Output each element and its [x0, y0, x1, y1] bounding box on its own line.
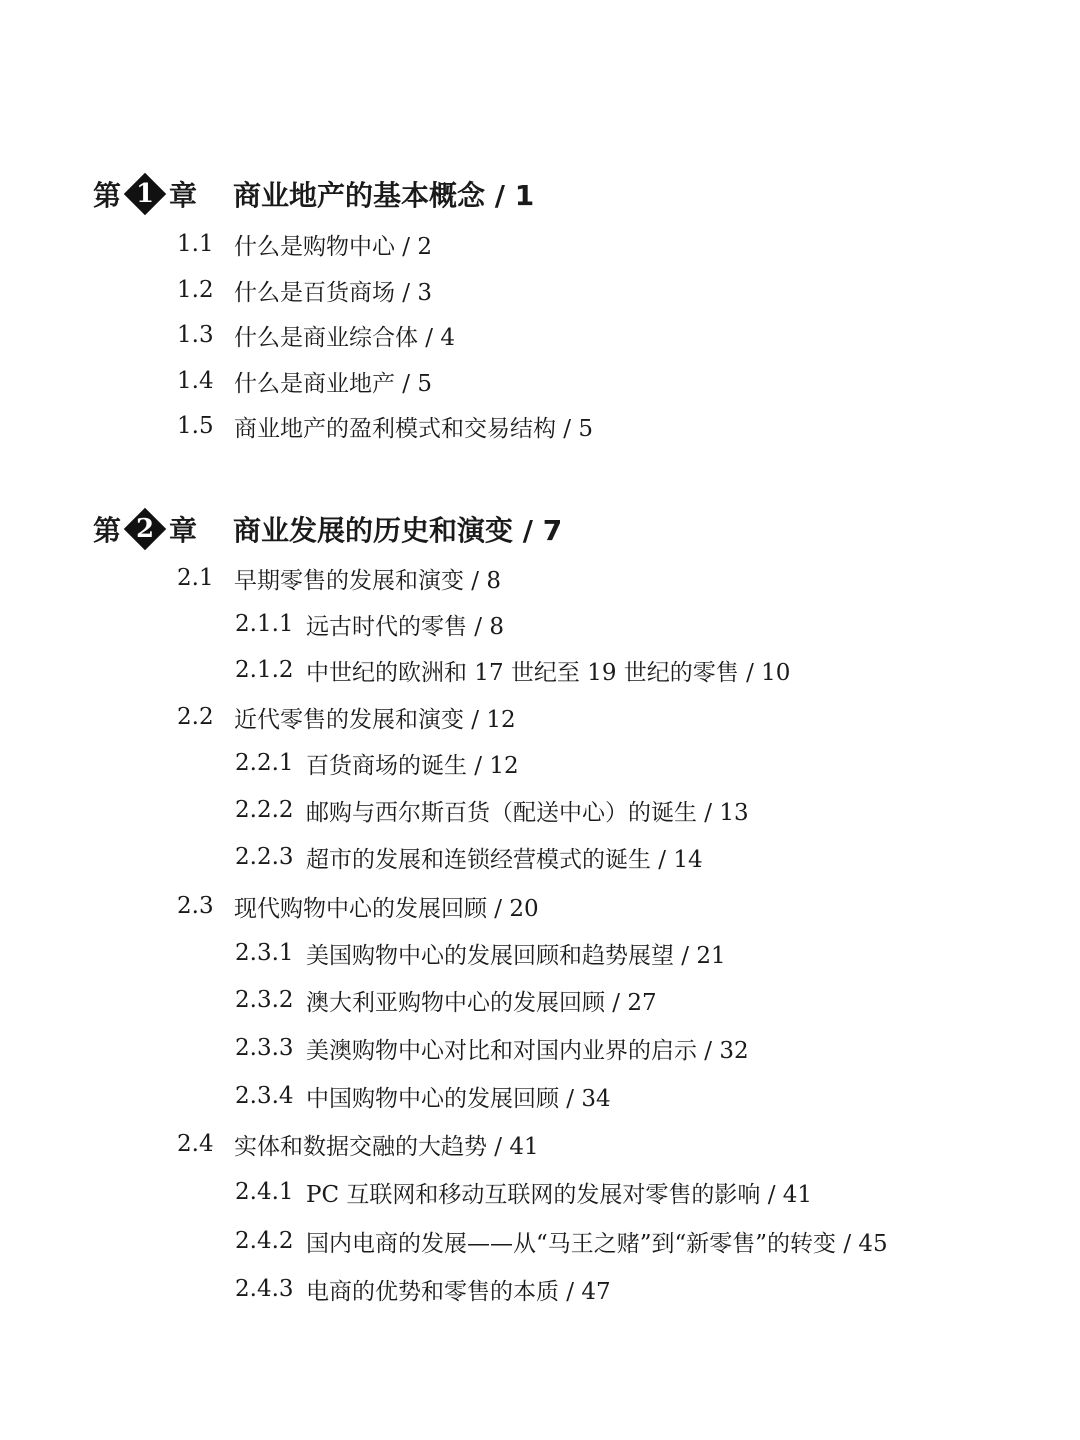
- subsection-title: PC 互联网和移动互联网的发展对零售的影响 / 41: [306, 1181, 813, 1208]
- toc-subentry: [235, 793, 749, 827]
- subsection-number: 2.3.2: [235, 987, 294, 1013]
- subsection-number: 2.2.1: [235, 750, 294, 776]
- section-number: 2.1: [177, 565, 214, 591]
- section-title: 现代购物中心的发展回顾 / 20: [234, 895, 539, 922]
- subsection-number: 2.2.3: [235, 844, 294, 870]
- subsection-number: 2.3.1: [235, 940, 294, 966]
- chapter-number: 2: [135, 514, 155, 544]
- subsection-title: 中世纪的欧洲和 17 世纪至 19 世纪的零售 / 10: [306, 659, 791, 686]
- subsection-title: 澳大利亚购物中心的发展回顾 / 27: [306, 989, 657, 1016]
- toc-subentry: [235, 936, 726, 970]
- section-title: 什么是百货商场 / 3: [234, 279, 433, 306]
- section-number: 1.3: [177, 322, 214, 348]
- chapter-suffix: 章: [169, 179, 198, 212]
- section-number: 1.1: [177, 231, 214, 257]
- toc-subentry: [235, 1272, 611, 1306]
- toc-entry: [177, 889, 539, 923]
- toc-entry: [177, 364, 432, 398]
- section-title: 早期零售的发展和演变 / 8: [234, 567, 502, 594]
- subsection-number: 2.3.4: [235, 1083, 294, 1109]
- toc-entry: [177, 227, 432, 261]
- toc-subentry: [235, 653, 790, 687]
- chapter-title: 商业地产的基本概念 / 1: [233, 179, 535, 212]
- section-title: 什么是购物中心 / 2: [234, 233, 433, 260]
- toc-subentry: [235, 746, 519, 780]
- chapter-heading: [93, 169, 535, 219]
- toc-entry: [177, 700, 516, 734]
- toc-subentry: [235, 983, 657, 1017]
- section-title: 什么是商业地产 / 5: [234, 370, 433, 397]
- toc-entry: [177, 273, 432, 307]
- toc-subentry: [235, 1031, 749, 1065]
- toc-subentry: [235, 1175, 812, 1209]
- chapter-prefix: 第: [93, 514, 122, 547]
- toc-entry: [177, 561, 501, 595]
- section-title: 商业地产的盈利模式和交易结构 / 5: [234, 415, 594, 442]
- subsection-title: 美澳购物中心对比和对国内业界的启示 / 32: [306, 1037, 749, 1064]
- subsection-title: 中国购物中心的发展回顾 / 34: [306, 1085, 611, 1112]
- chapter-suffix: 章: [169, 514, 198, 547]
- chapter-number-badge: [123, 507, 167, 551]
- section-number: 2.2: [177, 704, 214, 730]
- section-number: 1.5: [177, 413, 214, 439]
- section-number: 1.4: [177, 368, 214, 394]
- subsection-number: 2.4.1: [235, 1179, 294, 1205]
- subsection-number: 2.4.2: [235, 1228, 294, 1254]
- toc-subentry: [235, 607, 504, 641]
- chapter-heading: [93, 504, 563, 554]
- subsection-title: 国内电商的发展——从“马王之赌”到“新零售”的转变 / 45: [306, 1230, 888, 1257]
- section-title: 近代零售的发展和演变 / 12: [234, 706, 516, 733]
- chapter-title: 商业发展的历史和演变 / 7: [233, 514, 563, 547]
- subsection-number: 2.1.2: [235, 657, 294, 683]
- toc-subentry: [235, 1224, 888, 1258]
- section-title: 什么是商业综合体 / 4: [234, 324, 456, 351]
- toc-subentry: [235, 840, 703, 874]
- subsection-title: 邮购与西尔斯百货（配送中心）的诞生 / 13: [306, 799, 749, 826]
- section-number: 2.3: [177, 893, 214, 919]
- toc-entry: [177, 1127, 539, 1161]
- subsection-title: 百货商场的诞生 / 12: [306, 752, 519, 779]
- subsection-number: 2.3.3: [235, 1035, 294, 1061]
- section-number: 2.4: [177, 1131, 214, 1157]
- toc-entry: [177, 318, 455, 352]
- toc-entry: [177, 409, 593, 443]
- subsection-title: 美国购物中心的发展回顾和趋势展望 / 21: [306, 942, 726, 969]
- subsection-number: 2.2.2: [235, 797, 294, 823]
- toc-subentry: [235, 1079, 611, 1113]
- subsection-number: 2.4.3: [235, 1276, 294, 1302]
- chapter-prefix: 第: [93, 179, 122, 212]
- subsection-title: 电商的优势和零售的本质 / 47: [306, 1278, 611, 1305]
- section-number: 1.2: [177, 277, 214, 303]
- chapter-number-badge: [123, 172, 167, 216]
- subsection-title: 远古时代的零售 / 8: [306, 613, 505, 640]
- section-title: 实体和数据交融的大趋势 / 41: [234, 1133, 539, 1160]
- subsection-number: 2.1.1: [235, 611, 294, 637]
- subsection-title: 超市的发展和连锁经营模式的诞生 / 14: [306, 846, 703, 873]
- chapter-number: 1: [135, 179, 155, 209]
